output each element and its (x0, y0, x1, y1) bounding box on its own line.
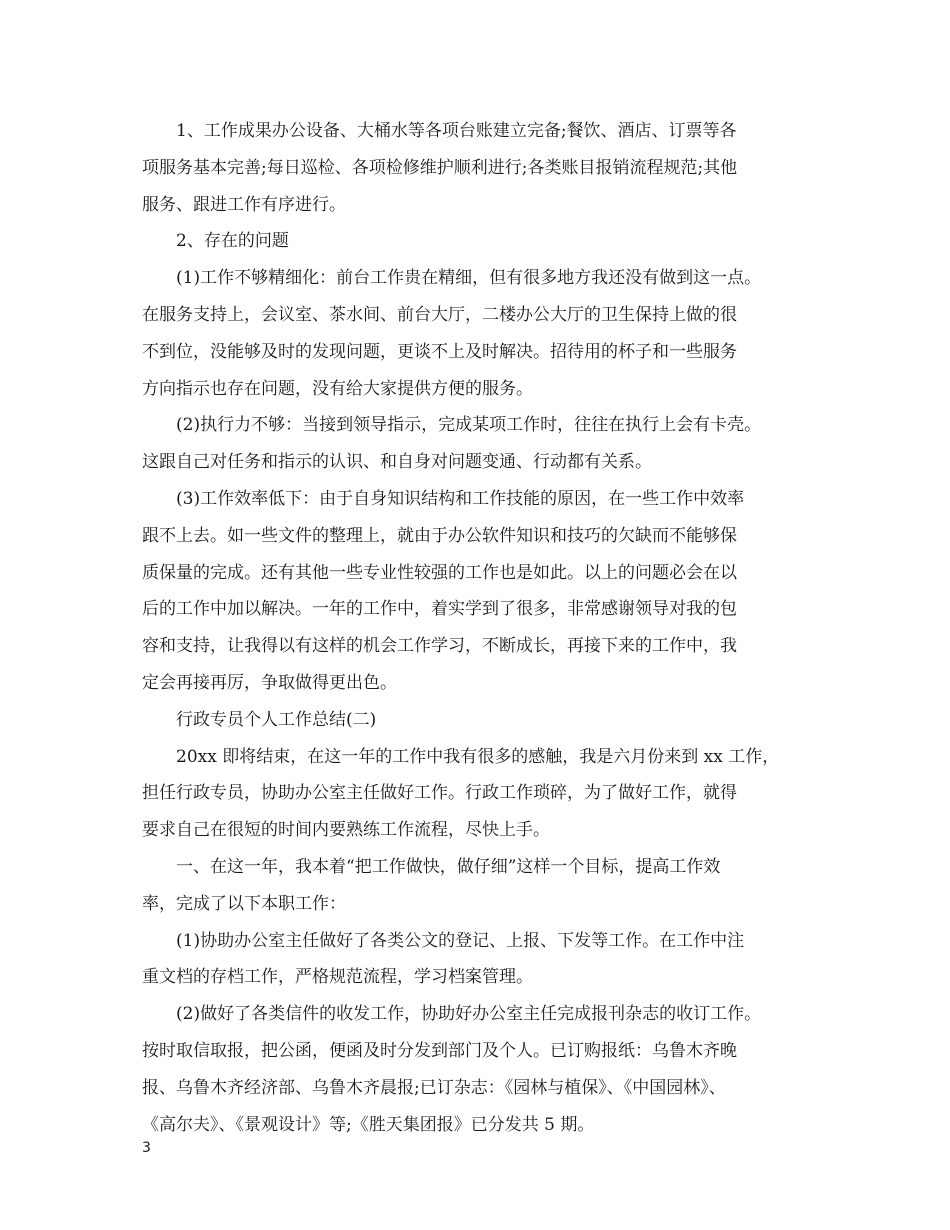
text-line: 在服务支持上，会议室、茶水间、前台大厅，二楼办公大厅的卫生保持上做的很 (142, 304, 737, 325)
text-line: 这跟自己对任务和指示的认识、和自身对问题变通、行动都有关系。 (142, 452, 652, 473)
text-line: 项服务基本完善;每日巡检、各项检修维护顺利进行;各类账目报销流程规范;其他 (142, 157, 738, 178)
text-line: 行政专员个人工作总结(二) (176, 709, 377, 730)
text-line: (1)协助办公室主任做好了各类公文的登记、上报、下发等工作。在工作中注 (176, 930, 745, 951)
text-line: 担任行政专员，协助办公室主任做好工作。行政工作琐碎，为了做好工作，就得 (142, 783, 737, 804)
text-line: 质保量的完成。还有其他一些专业性较强的工作也是如此。以上的问题必会在以 (142, 562, 737, 583)
text-line: 20xx 即将结束，在这一年的工作中我有很多的感触，我是六月份来到 xx 工作， (176, 746, 780, 767)
text-line: 1、工作成果办公设备、大桶水等各项台账建立完备;餐饮、酒店、订票等各 (176, 121, 737, 141)
text-line: 方向指示也存在问题，没有给大家提供方便的服务。 (142, 378, 533, 399)
text-line: 按时取信取报，把公函，便函及时分发到部门及个人。已订购报纸：乌鲁木齐晚 (142, 1040, 737, 1061)
text-line: 率，完成了以下本职工作： (142, 893, 346, 914)
text-line: 2、存在的问题 (176, 231, 289, 252)
text-line: (3)工作效率低下：由于自身知识结构和工作技能的原因，在一些工作中效率 (176, 488, 745, 509)
document-body (142, 113, 818, 1143)
text-line: 要求自己在很短的时间内要熟练工作流程，尽快上手。 (142, 820, 550, 841)
text-line: 《高尔夫》、《景观设计》等;《胜天集团报》已分发共 5 期。 (142, 1114, 595, 1135)
text-line: 不到位，没能够及时的发现问题，更谈不上及时解决。招待用的杯子和一些服务 (142, 341, 737, 362)
text-line: 后的工作中加以解决。一年的工作中，着实学到了很多，非常感谢领导对我的包 (142, 599, 737, 620)
text-line: (1)工作不够精细化：前台工作贵在精细，但有很多地方我还没有做到这一点。 (176, 268, 762, 289)
text-line: (2)执行力不够：当接到领导指示，完成某项工作时，往往在执行上会有卡壳。 (176, 415, 762, 436)
text-line: 一、在这一年，我本着“把工作做快，做仔细”这样一个目标，提高工作效 (176, 856, 721, 877)
text-line: 跟不上去。如一些文件的整理上，就由于办公软件知识和技巧的欠缺而不能够保 (142, 525, 737, 546)
page-number: 3 (142, 1140, 151, 1156)
text-line: (2)做好了各类信件的收发工作，协助好办公室主任完成报刊杂志的收订工作。 (176, 1004, 762, 1025)
text-line: 服务、跟进工作有序进行。 (142, 194, 346, 215)
text-line: 容和支持，让我得以有这样的机会工作学习，不断成长，再接下来的工作中，我 (142, 636, 737, 657)
text-line: 报、乌鲁木齐经济部、乌鲁木齐晨报;已订杂志：《园林与植保》、《中国园林》、 (142, 1077, 726, 1098)
text-line: 重文档的存档工作，严格规范流程，学习档案管理。 (142, 967, 533, 988)
text-line: 定会再接再厉，争取做得更出色。 (142, 672, 397, 693)
